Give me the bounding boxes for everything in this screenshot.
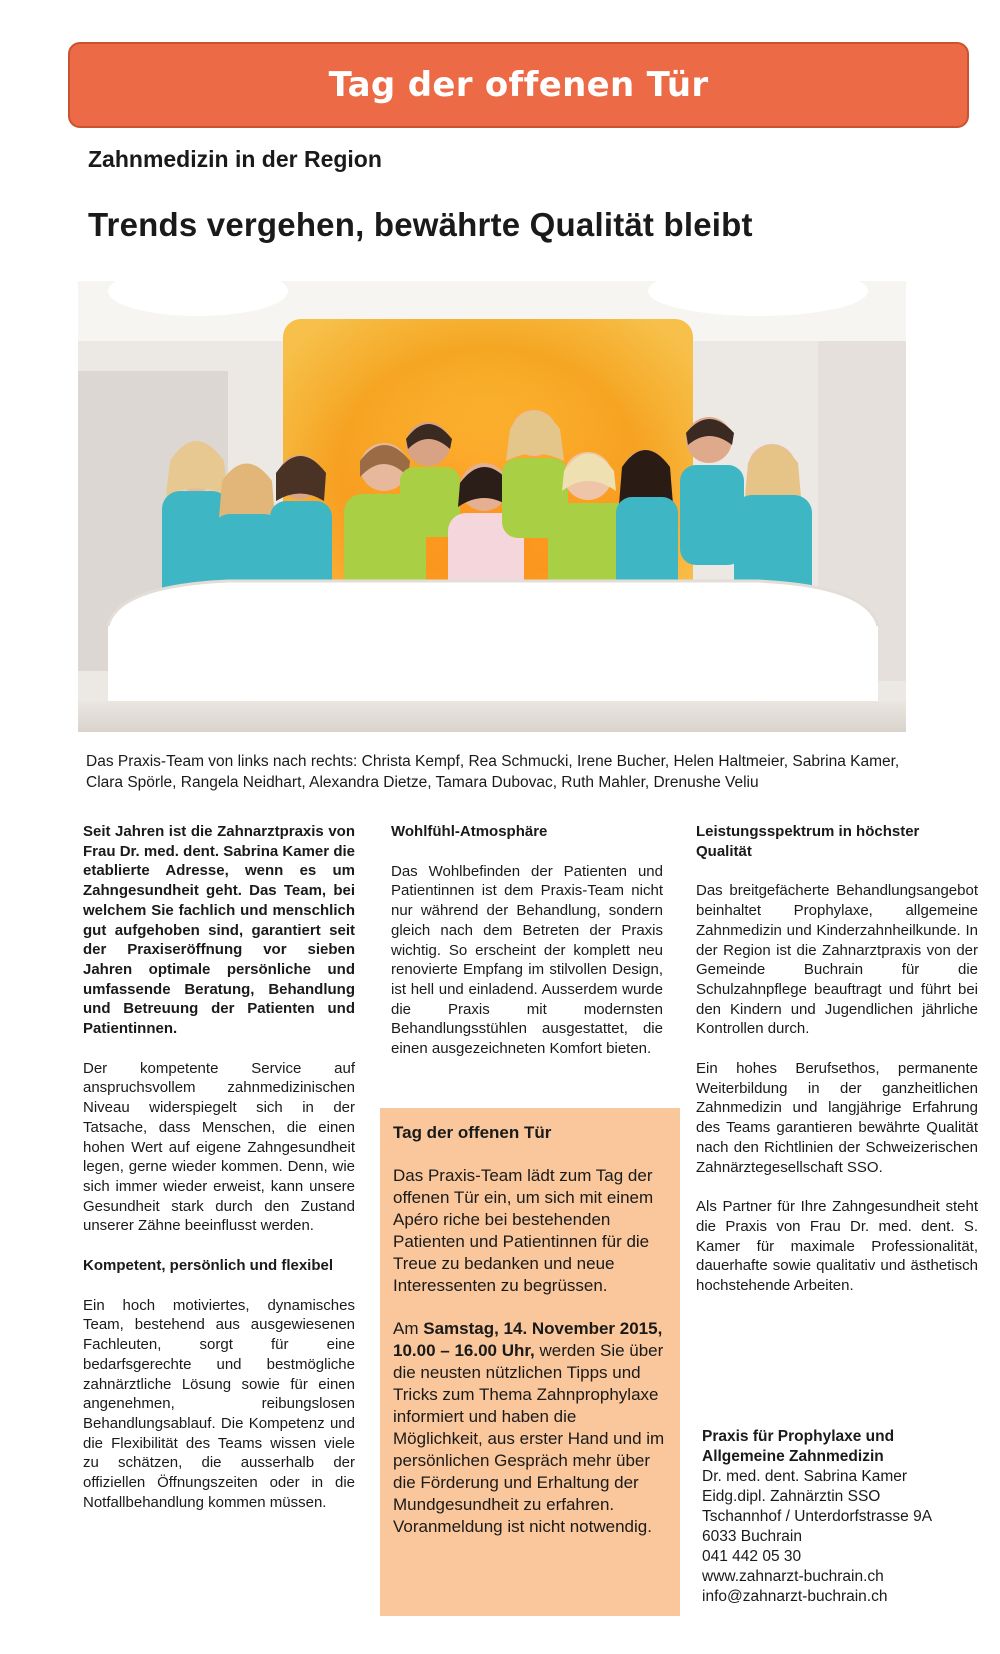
street-address: Tschannhof / Unterdorfstrasse 9A [702, 1508, 933, 1525]
paragraph: Als Partner für Ihre Zahngesundheit steht die Praxis von Frau Dr. med. dent. S. Kamer für maximale Professionalität, dauerhafte sowie qualitativ und ästhetisch hochstehende Arbeiten. [696, 1198, 978, 1295]
intro-paragraph: Seit Jahren ist die Zahnarztpraxis von Frau Dr. med. dent. Sabrina Kamer die etablierte Adresse, wenn es um Zahngesundheit geht. Das Team, bei welchem Sie fachlich und menschlich gut aufgehoben sind, garantiert seit der Praxiseröffnung vor sieben Jahren optimale persönliche und umfassende Beratung, Behandlung und Betreuung der Patienten und Patientinnen. [83, 823, 355, 1038]
info-box-date-paragraph: Am Samstag, 14. November 2015, 10.00 – 16.00 Uhr, werden Sie über die neusten nützlichen Tipps und Tricks zum Thema Zahnprophylaxe informiert und haben die Möglichkeit, aus erster Hand und im persönlichen Gespräch mehr über die Förderung und Erhaltung der Mundgesundheit zu erfahren. Voranmeldung ist nicht notwendig. [393, 1319, 665, 1536]
headline: Trends vergehen, bewährte Qualität bleibt [88, 206, 753, 243]
city-address: 6033 Buchrain [702, 1528, 802, 1545]
event-date: Samstag, 14. November 2015, 10.00 – 16.00 Uhr, [393, 1319, 663, 1360]
header-banner [68, 42, 969, 128]
paragraph: Das breitgefächerte Behandlungsangebot beinhaltet Prophylaxe, allgemeine Zahnmedizin und Kinderzahnheilkunde. In der Region ist die Zahnarztpraxis von der Gemeinde Buchrain für die Schulzahnpflege beauftragt und führt bei den Kindern und Jugendlichen jährliche Kontrollen durch. [696, 882, 978, 1038]
kicker: Zahnmedizin in der Region [88, 146, 382, 172]
info-box-title: Tag der offenen Tür [393, 1123, 552, 1142]
phone-number: 041 442 05 30 [702, 1548, 802, 1565]
column-3 [696, 822, 978, 1296]
paragraph: Das Wohlbefinden der Patienten und Patientinnen ist dem Praxis-Team nicht nur während der Behandlung, sondern gleich nach dem Betreten der Praxis wichtig. So erscheint der komplett neu renovierte Empfang im stilvollen Design, ist hell und einladend. Ausserdem wurde die Praxis mit modernsten Behandlungsstühlen ausgestattet, die einen ausgezeichneten Komfort bieten. [391, 862, 663, 1058]
subheading: Leistungsspektrum in höchster Qualität [696, 823, 920, 860]
team-photo [78, 281, 906, 732]
info-box [380, 1108, 680, 1616]
email-link[interactable]: info@zahnarzt-buchrain.ch [702, 1588, 888, 1605]
column-2 [391, 822, 663, 1059]
banner-title: Tag der offenen Tür [328, 65, 709, 105]
column-1 [83, 822, 355, 1513]
contact-block [702, 1427, 992, 1607]
subheading: Wohlfühl-Atmosphäre [391, 823, 548, 840]
practice-name: Allgemeine Zahnmedizin [702, 1448, 884, 1465]
photo-caption: Das Praxis-Team von links nach rechts: Christa Kempf, Rea Schmucki, Irene Bucher, Helen Haltmeier, Sabrina Kamer, Clara Spörle, Rangela Neidhart, Alexandra Dietze, Tamara Dubovac, Ruth Mahler, Drenushe Veliu [86, 753, 900, 791]
doctor-title: Eidg.dipl. Zahnärztin SSO [702, 1488, 881, 1505]
practice-name: Praxis für Prophylaxe und [702, 1428, 895, 1445]
paragraph: Der kompetente Service auf anspruchsvollem zahnmedizinischen Niveau widerspiegelt sich in der Tatsache, dass Menschen, die einen hohen Wert auf eigene Zahngesundheit legen, gerne wieder kommen. Denn, wie sich immer wieder erweist, kann unsere Gesundheit stark durch den Zustand unserer Zähne beeinflusst werden. [83, 1059, 355, 1235]
subheading: Kompetent, persönlich und flexibel [83, 1257, 334, 1275]
paragraph: Ein hohes Berufsethos, permanente Weiterbildung in der ganzheitlichen Zahnmedizin und langjährige Erfahrung des Teams garantieren bewährte Qualität nach den Richtlinien der Schweizerischen Zahnärztegesellschaft SSO. [696, 1060, 978, 1176]
paragraph: Ein hoch motiviertes, dynamisches Team, bestehend aus ausgewiesenen Fachleuten, sorgt für eine bedarfsgerechte und bestmögliche zahnärztliche Lösung sowie für einen angenehmen, reibungslosen Behandlungsablauf. Die Kompetenz und die Flexibilität des Teams wissen viele zu schätzen, die ausserhalb der offiziellen Öffnungszeiten oder in die Notfallbehandlung kommen müssen. [83, 1296, 355, 1511]
website-link[interactable]: www.zahnarzt-buchrain.ch [702, 1568, 884, 1585]
info-box-paragraph: Das Praxis-Team lädt zum Tag der offenen Tür ein, um sich mit einem Apéro riche bei bestehenden Patienten und Patientinnen für die Treue zu bedanken und neue Interessenten zu begrüssen. [393, 1166, 654, 1295]
doctor-name: Dr. med. dent. Sabrina Kamer [702, 1468, 908, 1485]
